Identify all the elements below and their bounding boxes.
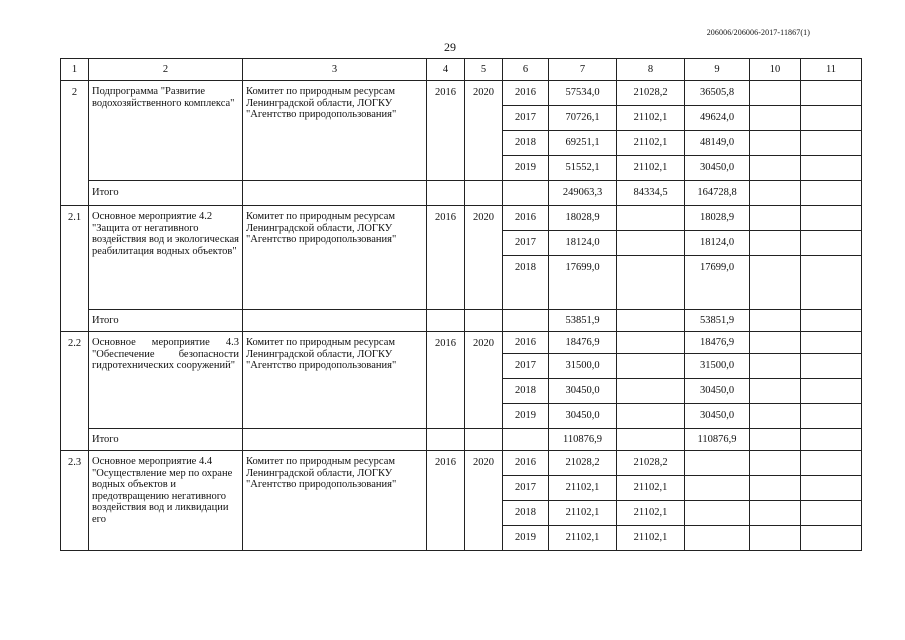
- amount-total: 69251,1: [549, 131, 617, 156]
- amount-total: 21102,1: [549, 501, 617, 526]
- document-id: 206006/206006-2017-11867(1): [706, 28, 810, 37]
- empty-cell: [801, 181, 862, 206]
- table-row: [61, 332, 862, 354]
- amount-total: 18476,9: [549, 332, 617, 354]
- year-cell: 2016: [503, 451, 549, 476]
- end-year: 2020: [465, 451, 503, 551]
- responsible-executor: Комитет по природным ресурсам Ленинградской области, ЛОГКУ "Агентство природопользования": [243, 451, 427, 551]
- amount-regional: 17699,0: [685, 256, 750, 310]
- amount-total: 21028,2: [549, 451, 617, 476]
- total-amount: 249063,3: [549, 181, 617, 206]
- amount-total: 31500,0: [549, 354, 617, 379]
- empty-cell: [427, 181, 465, 206]
- row-number: 2.1: [61, 206, 89, 332]
- empty-cell: [750, 476, 801, 501]
- empty-cell: [801, 256, 862, 310]
- amount-federal: [617, 206, 685, 231]
- amount-federal: [617, 404, 685, 429]
- empty-cell: [801, 106, 862, 131]
- amount-total: 57534,0: [549, 81, 617, 106]
- amount-federal: [617, 332, 685, 354]
- empty-cell: [503, 429, 549, 451]
- amount-federal: 21102,1: [617, 476, 685, 501]
- empty-cell: [750, 354, 801, 379]
- amount-regional: 48149,0: [685, 131, 750, 156]
- responsible-executor: Комитет по природным ресурсам Ленинградской области, ЛОГКУ "Агентство природопользования": [243, 206, 427, 310]
- column-header: 1: [61, 59, 89, 81]
- empty-cell: [750, 310, 801, 332]
- column-header: 9: [685, 59, 750, 81]
- year-cell: 2019: [503, 404, 549, 429]
- column-header: 2: [89, 59, 243, 81]
- empty-cell: [801, 156, 862, 181]
- amount-regional: 30450,0: [685, 156, 750, 181]
- amount-regional: 18476,9: [685, 332, 750, 354]
- amount-regional: 18124,0: [685, 231, 750, 256]
- amount-federal: 21028,2: [617, 451, 685, 476]
- responsible-executor: Комитет по природным ресурсам Ленинградской области, ЛОГКУ "Агентство природопользования": [243, 81, 427, 181]
- amount-total: 21102,1: [549, 476, 617, 501]
- empty-cell: [750, 404, 801, 429]
- amount-regional: 36505,8: [685, 81, 750, 106]
- empty-cell: [750, 131, 801, 156]
- table-row: [61, 81, 862, 106]
- column-header: 5: [465, 59, 503, 81]
- empty-cell: [750, 181, 801, 206]
- amount-federal: 21102,1: [617, 131, 685, 156]
- empty-cell: [801, 451, 862, 476]
- empty-cell: [801, 231, 862, 256]
- empty-cell: [801, 501, 862, 526]
- end-year: 2020: [465, 81, 503, 181]
- table-row: [61, 451, 862, 476]
- amount-regional: 31500,0: [685, 354, 750, 379]
- end-year: 2020: [465, 206, 503, 310]
- amount-federal: 21102,1: [617, 106, 685, 131]
- budget-table: [60, 58, 862, 551]
- total-regional: 110876,9: [685, 429, 750, 451]
- empty-cell: [801, 404, 862, 429]
- amount-federal: 21102,1: [617, 156, 685, 181]
- empty-cell: [465, 181, 503, 206]
- empty-cell: [750, 332, 801, 354]
- end-year: 2020: [465, 332, 503, 429]
- year-cell: 2017: [503, 231, 549, 256]
- column-header: 4: [427, 59, 465, 81]
- empty-cell: [465, 429, 503, 451]
- amount-regional: [685, 451, 750, 476]
- empty-cell: [243, 310, 427, 332]
- amount-total: 30450,0: [549, 404, 617, 429]
- year-cell: 2017: [503, 354, 549, 379]
- empty-cell: [801, 131, 862, 156]
- amount-federal: 21102,1: [617, 501, 685, 526]
- start-year: 2016: [427, 81, 465, 181]
- empty-cell: [801, 206, 862, 231]
- total-row: [61, 429, 862, 451]
- empty-cell: [503, 310, 549, 332]
- amount-federal: 21028,2: [617, 81, 685, 106]
- empty-cell: [465, 310, 503, 332]
- amount-total: 51552,1: [549, 156, 617, 181]
- column-header: 11: [801, 59, 862, 81]
- program-name: Подпрограмма "Развитие водохозяйственного комплекса": [89, 81, 243, 181]
- row-number: 2: [61, 81, 89, 206]
- amount-total: 70726,1: [549, 106, 617, 131]
- amount-total: 18124,0: [549, 231, 617, 256]
- empty-cell: [750, 156, 801, 181]
- empty-cell: [801, 81, 862, 106]
- year-cell: 2016: [503, 332, 549, 354]
- empty-cell: [801, 332, 862, 354]
- amount-total: 18028,9: [549, 206, 617, 231]
- total-amount: 110876,9: [549, 429, 617, 451]
- empty-cell: [750, 429, 801, 451]
- empty-cell: [503, 181, 549, 206]
- total-label: Итого: [89, 181, 243, 206]
- total-amount: 53851,9: [549, 310, 617, 332]
- program-name: Основное мероприятие 4.3 "Обеспечение безопасности гидротехнических сооружений": [89, 332, 243, 429]
- empty-cell: [750, 379, 801, 404]
- column-header: 3: [243, 59, 427, 81]
- column-header: 6: [503, 59, 549, 81]
- column-header: 10: [750, 59, 801, 81]
- empty-cell: [801, 429, 862, 451]
- empty-cell: [750, 526, 801, 551]
- total-row: [61, 181, 862, 206]
- start-year: 2016: [427, 206, 465, 310]
- year-cell: 2018: [503, 379, 549, 404]
- empty-cell: [243, 429, 427, 451]
- empty-cell: [801, 526, 862, 551]
- amount-federal: [617, 256, 685, 310]
- year-cell: 2018: [503, 501, 549, 526]
- empty-cell: [750, 231, 801, 256]
- empty-cell: [750, 451, 801, 476]
- row-number: 2.3: [61, 451, 89, 551]
- amount-total: 30450,0: [549, 379, 617, 404]
- amount-total: 21102,1: [549, 526, 617, 551]
- year-cell: 2019: [503, 526, 549, 551]
- page-number: 29: [444, 40, 456, 54]
- year-cell: 2019: [503, 156, 549, 181]
- empty-cell: [427, 310, 465, 332]
- amount-regional: 49624,0: [685, 106, 750, 131]
- empty-cell: [801, 379, 862, 404]
- total-federal: [617, 429, 685, 451]
- year-cell: 2016: [503, 206, 549, 231]
- empty-cell: [801, 476, 862, 501]
- total-label: Итого: [89, 429, 243, 451]
- amount-regional: 30450,0: [685, 404, 750, 429]
- start-year: 2016: [427, 451, 465, 551]
- year-cell: 2018: [503, 256, 549, 310]
- year-cell: 2018: [503, 131, 549, 156]
- empty-cell: [750, 81, 801, 106]
- empty-cell: [801, 310, 862, 332]
- total-label: Итого: [89, 310, 243, 332]
- amount-federal: [617, 379, 685, 404]
- year-cell: 2017: [503, 106, 549, 131]
- total-row: [61, 310, 862, 332]
- column-header: 8: [617, 59, 685, 81]
- amount-federal: [617, 231, 685, 256]
- amount-regional: 30450,0: [685, 379, 750, 404]
- total-regional: 53851,9: [685, 310, 750, 332]
- amount-federal: 21102,1: [617, 526, 685, 551]
- empty-cell: [750, 106, 801, 131]
- amount-federal: [617, 354, 685, 379]
- total-regional: 164728,8: [685, 181, 750, 206]
- amount-regional: [685, 526, 750, 551]
- empty-cell: [243, 181, 427, 206]
- empty-cell: [750, 256, 801, 310]
- empty-cell: [750, 501, 801, 526]
- total-federal: [617, 310, 685, 332]
- amount-regional: 18028,9: [685, 206, 750, 231]
- start-year: 2016: [427, 332, 465, 429]
- empty-cell: [427, 429, 465, 451]
- row-number: 2.2: [61, 332, 89, 451]
- amount-total: 17699,0: [549, 256, 617, 310]
- amount-regional: [685, 501, 750, 526]
- total-federal: 84334,5: [617, 181, 685, 206]
- column-header: 7: [549, 59, 617, 81]
- year-cell: 2016: [503, 81, 549, 106]
- responsible-executor: Комитет по природным ресурсам Ленинградской области, ЛОГКУ "Агентство природопользования": [243, 332, 427, 429]
- header-row: [61, 59, 862, 81]
- table-row: [61, 206, 862, 231]
- program-name: Основное мероприятие 4.2 "Защита от негативного воздействия вод и экологическая реабилитация водных объектов": [89, 206, 243, 310]
- empty-cell: [801, 354, 862, 379]
- program-name: Основное мероприятие 4.4 "Осуществление мер по охране водных объектов и предотвращению негативного воздействия вод и ликвидации его: [89, 451, 243, 551]
- year-cell: 2017: [503, 476, 549, 501]
- empty-cell: [750, 206, 801, 231]
- amount-regional: [685, 476, 750, 501]
